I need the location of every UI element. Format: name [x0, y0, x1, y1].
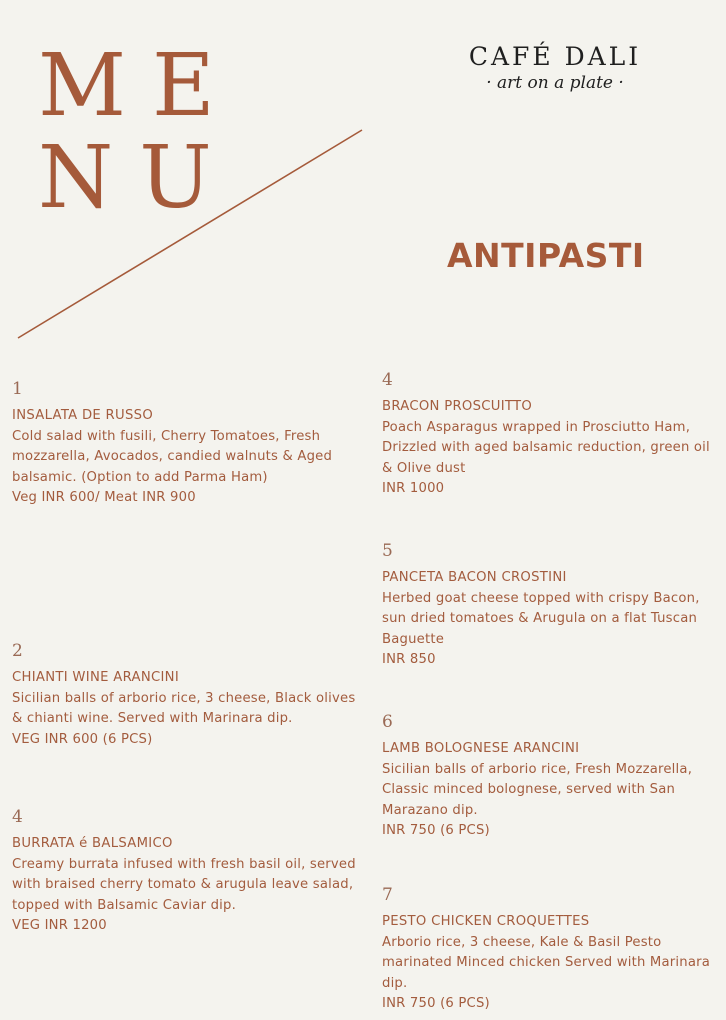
item-price: INR 850 [382, 652, 436, 667]
menu-item [382, 884, 716, 1015]
item-description: Poach Asparagus wrapped in Prosciutto Ham, Drizzled with aged balsamic reduction, green oil & Olive dust [382, 419, 710, 476]
brand-name: CAFÉ DALI [468, 42, 642, 71]
diagonal-line [18, 130, 362, 338]
brand-tagline: · art on a plate · [486, 73, 624, 93]
item-description: Cold salad with fusili, Cherry Tomatoes, Fresh mozzarella, Avocados, candied walnuts & Aged balsamic. (Option to add Parma Ham) [12, 428, 333, 485]
item-name: LAMB BOLOGNESE ARANCINI [382, 741, 580, 756]
menu-item [382, 540, 720, 671]
item-number: 1 [12, 379, 23, 399]
item-name: BURRATA é BALSAMICO [12, 836, 173, 851]
menu-heading-line-2: NU [38, 128, 238, 228]
item-number: 4 [12, 807, 23, 827]
item-price: INR 750 (6 PCS) [382, 823, 490, 838]
item-price: Veg INR 600/ Meat INR 900 [12, 490, 196, 505]
item-price: INR 1000 [382, 481, 445, 496]
item-name: PANCETA BACON CROSTINI [382, 570, 567, 585]
item-description: Herbed goat cheese topped with crispy Bacon, sun dried tomatoes & Arugula on a flat Tuscan Baguette [382, 590, 700, 647]
item-name: BRACON PROSCUITTO [382, 399, 533, 414]
section-title: ANTIPASTI [447, 236, 645, 275]
item-name: CHIANTI WINE ARANCINI [12, 670, 180, 685]
menu-item [12, 378, 372, 509]
item-number: 5 [382, 541, 393, 561]
item-number: 7 [382, 885, 393, 905]
brand-logo [455, 42, 655, 93]
menu-item [12, 806, 362, 937]
item-name: INSALATA DE RUSSO [12, 408, 153, 423]
item-description: Arborio rice, 3 cheese, Kale & Basil Pesto marinated Minced chicken Served with Marinara dip. [382, 934, 711, 991]
item-name: PESTO CHICKEN CROQUETTES [382, 914, 590, 929]
item-price: VEG INR 600 (6 PCS) [12, 731, 153, 747]
menu-item [12, 640, 362, 750]
item-description: Creamy burrata infused with fresh basil oil, served with braised cherry tomato & arugula leave salad, topped with Balsamic Caviar dip. [12, 856, 356, 913]
menu-item [382, 369, 720, 500]
item-price: VEG INR 1200 [12, 918, 107, 933]
item-description: Sicilian balls of arborio rice, Fresh Mozzarella, Classic minced bolognese, served with San Marazano dip. [382, 761, 693, 818]
menu-item [382, 711, 712, 842]
item-number: 4 [382, 370, 393, 390]
item-number: 6 [382, 712, 393, 732]
item-number: 2 [12, 641, 23, 661]
menu-heading-line-1: ME [38, 36, 241, 136]
item-description: Sicilian balls of arborio rice, 3 cheese, Black olives & chianti wine. Served with Marinara dip. [12, 690, 356, 726]
item-price: INR 750 (6 PCS) [382, 996, 490, 1011]
